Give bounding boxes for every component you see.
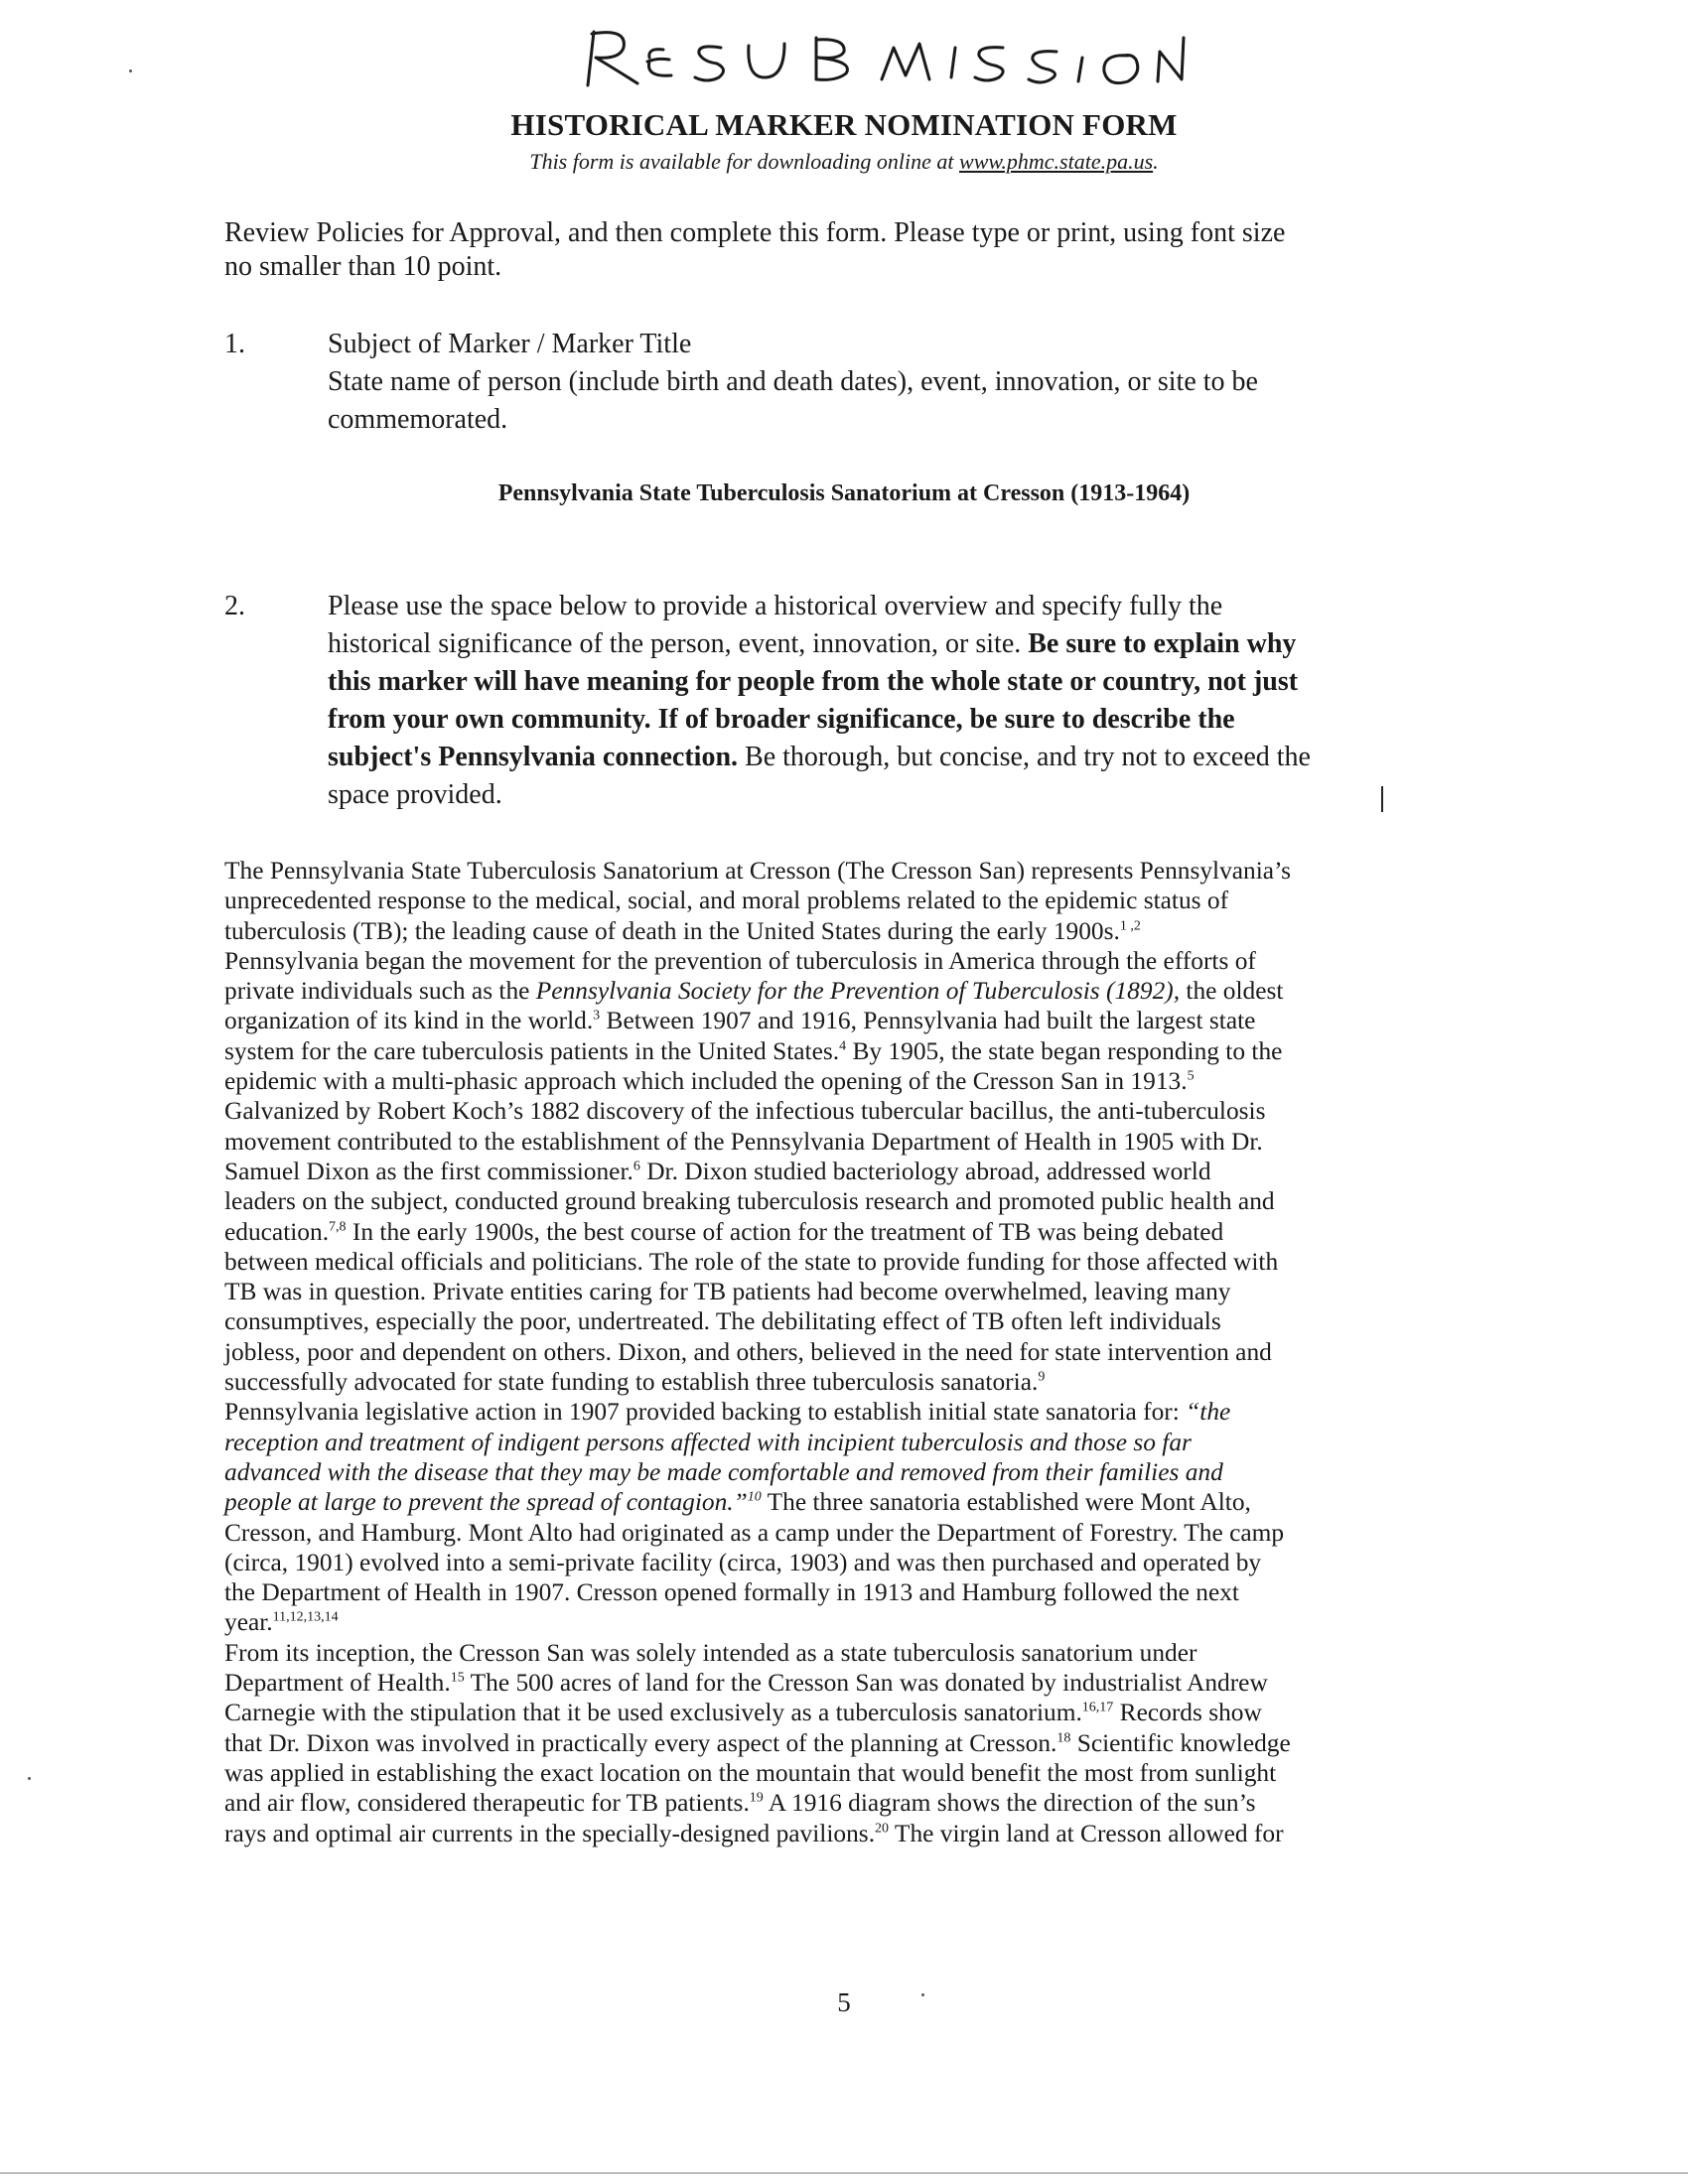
document-page: HISTORICAL MARKER NOMINATION FORM This form is available for downloading online at www.phmc.state.pa.us. Review Policies for Approval, and then complete this form. Please type or print, using font size no smaller than 10 point. 1. Subject of Marker / Marker Title State name of person (include birth and death dates), event, innovation, or site to be commemorated. Pennsylvania State Tuberculosis Sanatorium at Cresson (1913-1964) 2. Please use the space below to provide a historical overview and specify fully the historical significance of the person, event, innovation, or site. Be sure to explain why this marker will have meaning for people from the whole state or country, not just from your own community. If of broader significance, be sure to describe the subject's Pennsylvania connection. Be thorough, but concise, and try not to exceed the space provided. The Pennsylvania State Tuberculosis Sanatorium at Cresson (The Cresson San) represents Pennsylvania’s unprecedented response to the medical, social, and moral problems related to the epidemic status of tuberculosis (TB); the leading cause of death in the United States during the early 1900s.$^{1 ,2}$ Pennsylvania began the movement for the prevention of tuberculosis in America through the efforts of private individuals such as the Pennsylvania Society for the Prevention of Tuberculosis (1892), the oldest organization of its kind in the world.$^3$ Between 1907 and 1916, Pennsylvania had built the largest state system for the care tuberculosis patients in the United States.$^4$ By 1905, the state began responding to the epidemic with a multi-phasic approach which included the opening of the Cresson San in 1913.$^5$ Galvanized by Robert Koch’s 1882 discovery of the infectious tubercular bacillus, the anti-tuberculosis movement contributed to the establishment of the Pennsylvania Department of Health in 1905 with Dr. Samuel Dixon as the first commissioner.$^6$ Dr. Dixon studied bacteriology abroad, addressed world leaders on the subject, conducted ground breaking tuberculosis research and promoted public health and education.$^{7,8}$ In the early 1900s, the best course of action for the treatment of TB was being debated between medical officials and politicians. The role of the state to provide funding for those affected with TB was in question. Private entities caring for TB patients had become overwhelmed, leaving many consumptives, especially the poor, undertreated. The debilitating effect of TB often left individuals jobless, poor and dependent on others. Dixon, and others, believed in the need for state intervention and successfully advocated for state funding to establish three tuberculosis sanatoria.$^9$ Pennsylvania legislative action in 1907 provided backing to establish initial state sanatoria for: “the reception and treatment of indigent persons affected with incipient tuberculosis and those so far advanced with the disease that they may be made comfortable and removed from their families and people at large to prevent the spread of contagion.”$^{10}$ The three sanatoria established were Mont Alto, Cresson, and Hamburg. Mont Alto had originated as a camp under the Department of Forestry. The camp (circa, 1901) evolved into a semi-private facility (circa, 1903) and was then purchased and operated by the Department of Health in 1907. Cresson opened formally in 1913 and Hamburg followed the next year.$^{11,12,13,14}$ From its inception, the Cresson San was solely intended as a state tuberculosis sanatorium under Department of Health.$^{15}$ The 500 acres of land for the Cresson San was donated by industrialist Andrew Carnegie with the stipulation that it be used exclusively as a tuberculosis sanatorium.$^{16,17}$ Records show that Dr. Dixon was involved in practically every aspect of the planning at Cresson.$^{18}$ Scientific knowledge was applied in establishing the exact location on the mountain that would benefit the most from sunlight and air flow, considered therapeutic for TB patients.$^{19}$ A 1916 diagram shows the direction of the sun’s rays and optimal air currents in the specially-designed pavilions.$^{20}$ The virgin land at Cresson allowed for 5 bbox=[0, 0, 1688, 2184]
scan-speck bbox=[921, 1993, 924, 1996]
form-subtitle: This form is available for downloading online at www.phmc.state.pa.us. bbox=[529, 149, 1159, 174]
page-number: 5 bbox=[837, 1987, 851, 2017]
intro-instructions: Review Policies for Approval, and then complete this form. Please type or print, using font size no smaller than 10 point. bbox=[224, 217, 1286, 282]
scan-edge-line bbox=[0, 2172, 1688, 2174]
item-2-number: 2. bbox=[224, 591, 245, 621]
form-url-link[interactable]: www.phmc.state.pa.us bbox=[959, 149, 1154, 174]
scan-speck bbox=[28, 1777, 31, 1780]
historical-narrative: The Pennsylvania State Tuberculosis Sanatorium at Cresson (The Cresson San) represents Pennsylvania’s unprecedented response to the medical, social, and moral problems related to the epidemic status of tuberculosis (TB); the leading cause of death in the United States during the early 1900s.$^{1 ,2}$ Pennsylvania began the movement for the prevention of tuberculosis in America through the efforts of private individuals such as the Pennsylvania Society for the Prevention of Tuberculosis (1892), the oldest organization of its kind in the world.$^3$ Between 1907 and 1916, Pennsylvania had built the largest state system for the care tuberculosis patients in the United States.$^4$ By 1905, the state began responding to the epidemic with a multi-phasic approach which included the opening of the Cresson San in 1913.$^5$ Galvanized by Robert Koch’s 1882 discovery of the infectious tubercular bacillus, the anti-tuberculosis movement contributed to the establishment of the Pennsylvania Department of Health in 1905 with Dr. Samuel Dixon as the first commissioner.$^6$ Dr. Dixon studied bacteriology abroad, addressed world leaders on the subject, conducted ground breaking tuberculosis research and promoted public health and education.$^{7,8}$ In the early 1900s, the best course of action for the treatment of TB was being debated between medical officials and politicians. The role of the state to provide funding for those affected with TB was in question. Private entities caring for TB patients had become overwhelmed, leaving many consumptives, especially the poor, undertreated. The debilitating effect of TB often left individuals jobless, poor and dependent on others. Dixon, and others, believed in the need for state intervention and successfully advocated for state funding to establish three tuberculosis sanatoria.$^9$ Pennsylvania legislative action in 1907 provided backing to establish initial state sanatoria for: “the reception and treatment of indigent persons affected with incipient tuberculosis and those so far advanced with the disease that they may be made comfortable and removed from their families and people at large to prevent the spread of contagion.”$^{10}$ The three sanatoria established were Mont Alto, Cresson, and Hamburg. Mont Alto had originated as a camp under the Department of Forestry. The camp (circa, 1901) evolved into a semi-private facility (circa, 1903) and was then purchased and operated by the Department of Health in 1907. Cresson opened formally in 1913 and Hamburg followed the next year.$^{11,12,13,14}$ From its inception, the Cresson San was solely intended as a state tuberculosis sanatorium under Department of Health.$^{15}$ The 500 acres of land for the Cresson San was donated by industrialist Andrew Carnegie with the stipulation that it be used exclusively as a tuberculosis sanatorium.$^{16,17}$ Records show that Dr. Dixon was involved in practically every aspect of the planning at Cresson.$^{18}$ Scientific knowledge was applied in establishing the exact location on the mountain that would benefit the most from sunlight and air flow, considered therapeutic for TB patients.$^{19}$ A 1916 diagram shows the direction of the sun’s rays and optimal air currents in the specially-designed pavilions.$^{20}$ The virgin land at Cresson allowed for bbox=[224, 857, 1292, 1847]
marker-title: Pennsylvania State Tuberculosis Sanatorium at Cresson (1913-1964) bbox=[497, 480, 1191, 506]
item-1-number: 1. bbox=[224, 329, 245, 359]
scan-speck bbox=[129, 69, 132, 72]
resubmission-handwriting-icon bbox=[566, 18, 1201, 97]
pen-mark bbox=[1381, 786, 1383, 812]
item-1-heading: Subject of Marker / Marker Title bbox=[328, 329, 692, 359]
form-title: HISTORICAL MARKER NOMINATION FORM bbox=[510, 107, 1178, 142]
resubmission-handwritten-stamp bbox=[566, 18, 1201, 97]
